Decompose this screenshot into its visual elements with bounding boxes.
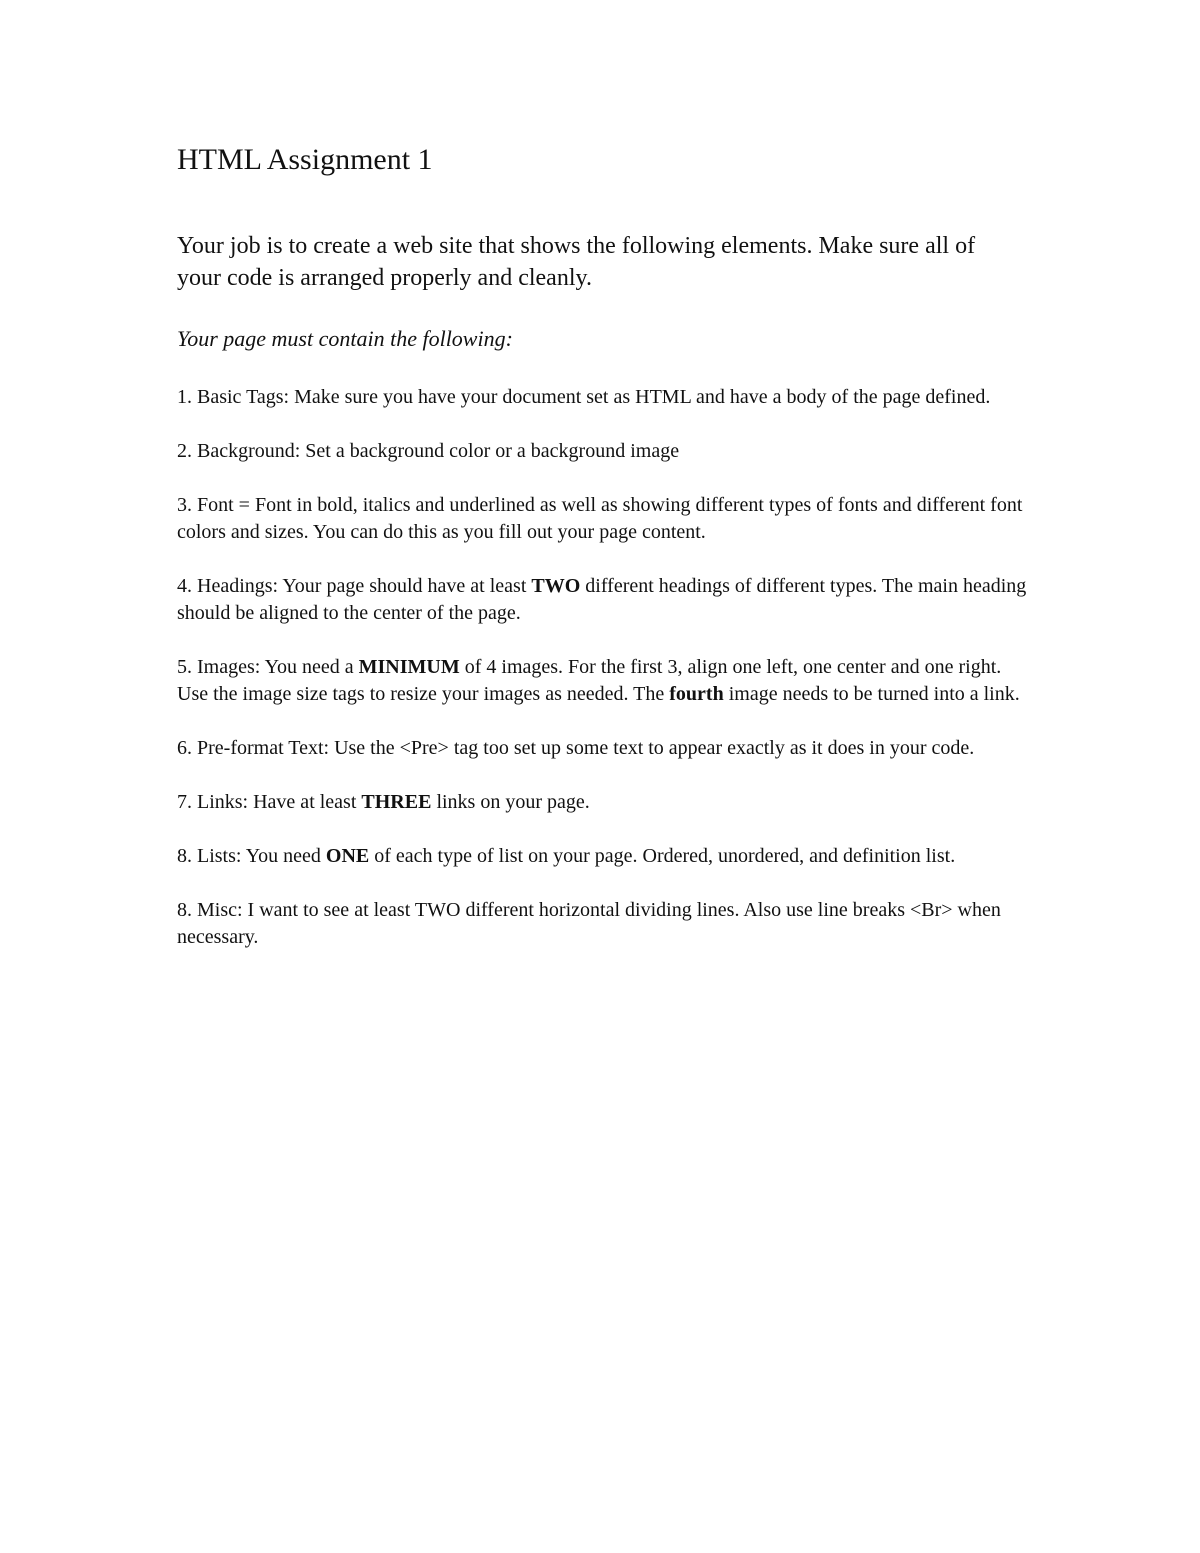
requirement-text: of each type of list on your page. Ordered, unordered, and definition list. [369,845,956,867]
requirement-text: 8. Lists: You need [177,845,326,867]
requirement-lists [177,843,1037,870]
requirement-text: 7. Links: Have at least [177,791,362,813]
emphasis-text: MINIMUM [358,656,460,678]
requirement-font: 3. Font = Font in bold, italics and underlined as well as showing different types of fonts and different font colors and sizes. You can do this as you fill out your page content. [177,494,1023,543]
requirements-subheading: Your page must contain the following: [177,326,513,351]
requirement-images [177,654,1037,708]
document-page [177,140,1037,978]
requirement-basic-tags: 1. Basic Tags: Make sure you have your document set as HTML and have a body of the page defined. [177,386,991,408]
requirement-links [177,789,1037,816]
requirement-text: 4. Headings: Your page should have at least [177,575,532,597]
requirement-misc: 8. Misc: I want to see at least TWO different horizontal dividing lines. Also use line breaks <Br> when necessary. [177,899,1001,948]
emphasis-text: ONE [325,845,370,867]
requirement-headings [177,573,1037,627]
intro-paragraph: Your job is to create a web site that shows the following elements. Make sure all of your code is arranged properly and cleanly. [177,233,976,291]
emphasis-text: THREE [361,791,432,813]
requirement-preformat: 6. Pre-format Text: Use the <Pre> tag too set up some text to appear exactly as it does in your code. [177,737,975,759]
requirement-text: image needs to be turned into a link. [723,683,1020,705]
requirement-text: 5. Images: You need a [177,656,359,678]
requirement-text: different headings of different types. The main heading should be aligned to the center of the page. [177,575,1027,624]
requirement-text: links on your page. [431,791,590,813]
requirement-text: of 4 images. For the first 3, align one left, one center and one right. Use the image size tags to resize your images as needed. The [177,656,1002,705]
emphasis-text: TWO [531,575,581,597]
requirement-background: 2. Background: Set a background color or a background image [177,440,680,462]
emphasis-text: fourth [669,683,724,705]
page-title: HTML Assignment 1 [177,143,433,176]
